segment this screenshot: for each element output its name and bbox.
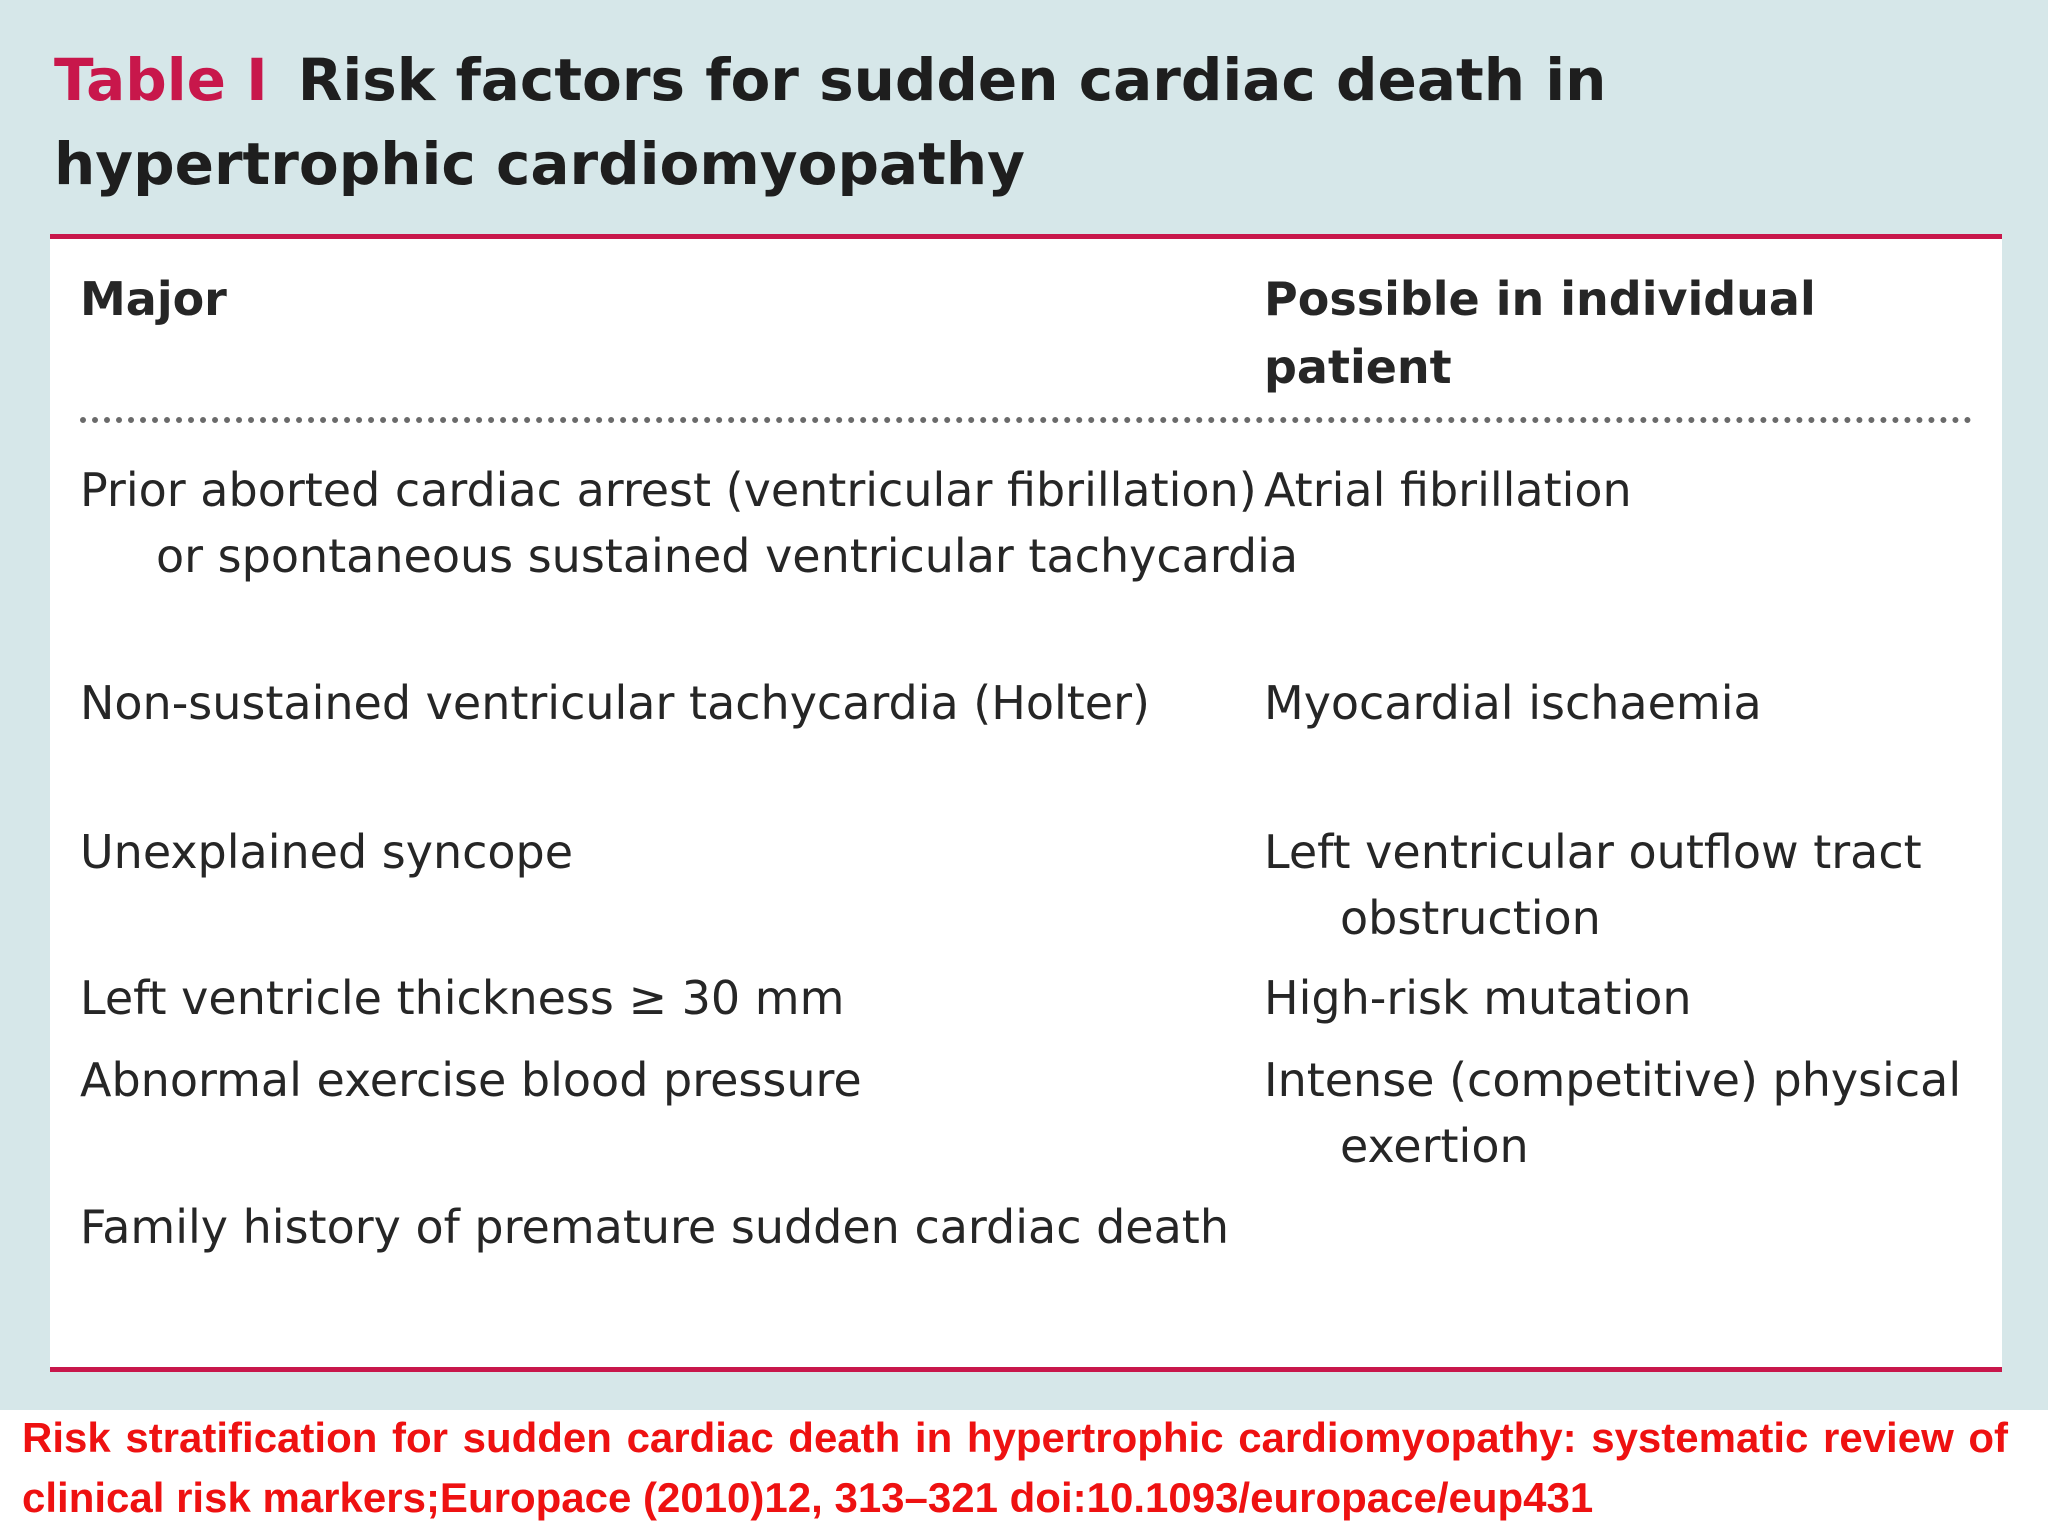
source-citation: Risk stratification for sudden cardiac death in hypertrophic cardiomyopathy: systematic review of clinical risk markers;Europace (2010)12, 313–321 doi:10.1093/europace/eup431 [22, 1414, 2008, 1521]
major-item-4: Left ventricle thickness ≥ 30 mm [80, 971, 845, 1025]
possible-item-3: Left ventricular outflow tract obstruction [1264, 825, 1922, 945]
possible-item-1: Atrial fibrillation [1264, 463, 1632, 517]
header-possible: Possible in individual patient [1264, 272, 1816, 394]
header-major: Major [80, 272, 227, 326]
major-item-6: Family history of premature sudden cardiac death [80, 1200, 1229, 1254]
header-divider [80, 417, 1972, 423]
table-title [54, 38, 1994, 206]
major-item-5: Abnormal exercise blood pressure [80, 1053, 862, 1107]
possible-item-5: Intense (competitive) physical exertion [1264, 1053, 1962, 1173]
possible-item-2: Myocardial ischaemia [1264, 676, 1762, 730]
major-item-3: Unexplained syncope [80, 825, 574, 879]
major-item-1: Prior aborted cardiac arrest (ventricular fibrillation) or spontaneous sustained ventricular tachycardia [80, 463, 1299, 583]
risk-factor-table [50, 234, 2002, 1372]
major-item-2: Non-sustained ventricular tachycardia (Holter) [80, 676, 1150, 730]
table-title-text: Risk factors for sudden cardiac death in hypertrophic cardiomyopathy [54, 46, 1607, 198]
possible-item-4: High-risk mutation [1264, 971, 1692, 1025]
table-label: Table I [54, 46, 268, 114]
